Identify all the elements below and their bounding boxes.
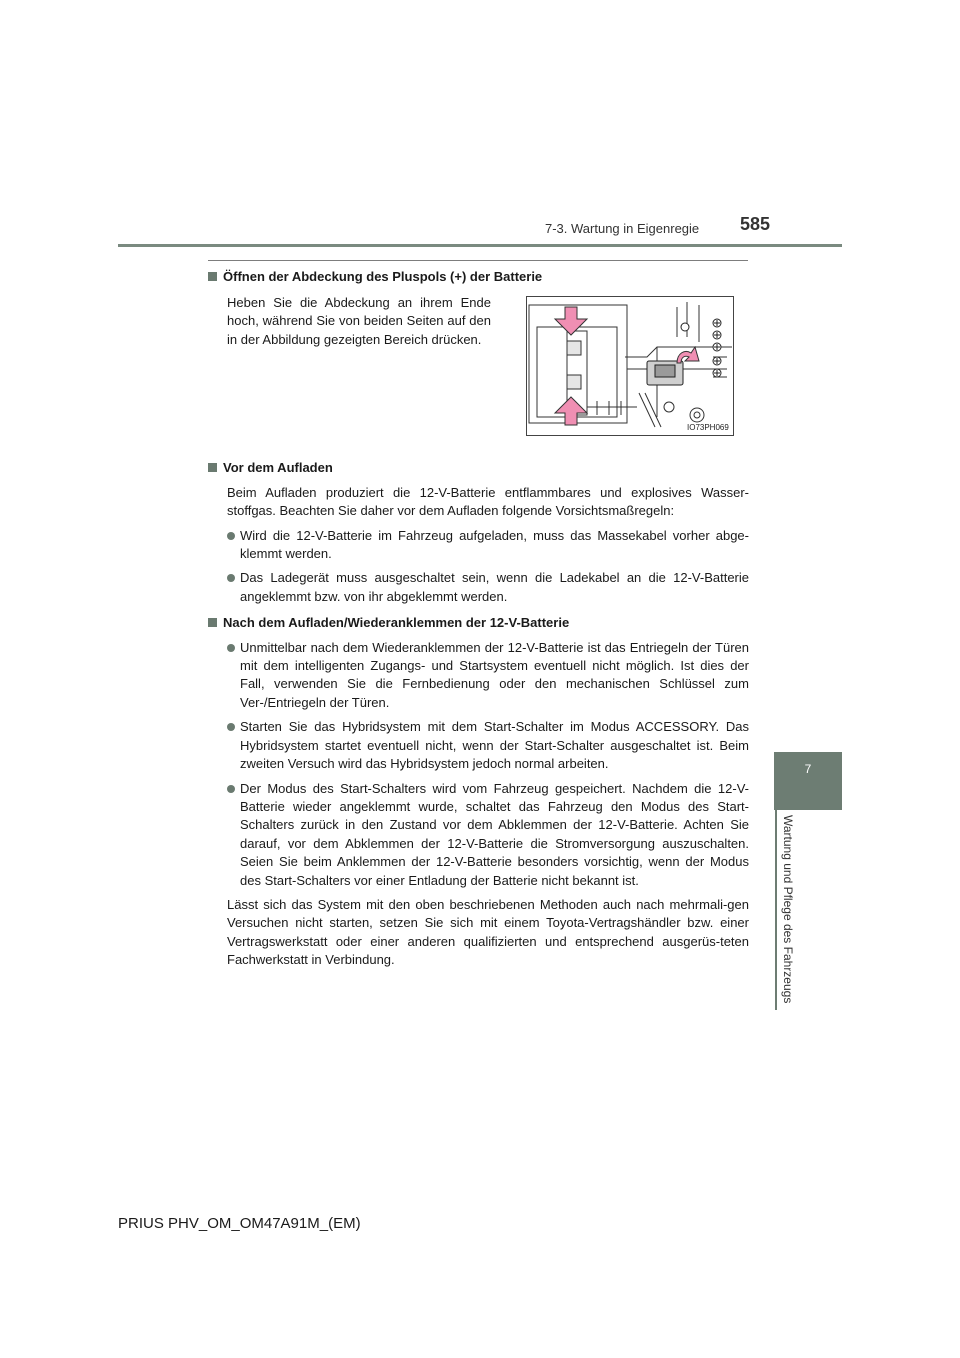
list-item [227,527,749,564]
section-2-heading [208,459,749,477]
round-bullet-icon [227,723,235,731]
list-item-text: Unmittelbar nach dem Wiederanklemmen der 12-V-Batterie ist das Entriegeln der Türen mit dem intelligenten Zugangs- und Startsystem eventuell nicht möglich. Ist dies der Fall, verwenden Sie die Fernbedienung oder den mechanischen Schlüssel zum Ver-/Entriegeln der Türen. [240,639,749,710]
chapter-tab [774,752,842,810]
section-1-text: Heben Sie die Abdeckung an ihrem Ende hoch, während Sie von beiden Seiten auf den in der Abbildung gezeigten Bereich drücken. [227,295,491,347]
list-item [227,780,749,890]
figure-code: IO73PH069 [687,423,729,432]
section-1-heading [208,268,749,286]
chapter-side-label: Wartung und Pflege des Fahrzeugs [781,815,795,1004]
square-bullet-icon [208,618,217,627]
list-item [227,639,749,713]
section-3-closing: Lässt sich das System mit den oben beschriebenen Methoden auch nach mehrmali-gen Versuchen nicht starten, setzen Sie sich mit einem Toyota-Vertragshändler bzw. einer Vertragswerkstatt oder einer anderen qualifizierten und entsprechend ausgerüs-teten Fachwerkstatt in Verbindung. [227,896,749,968]
list-item [227,718,749,773]
section-3-heading-text: Nach dem Aufladen/Wiederanklemmen der 12-V-Batterie [223,615,570,631]
section-2-text: Beim Aufladen produziert die 12-V-Batterie entflammbares und explosives Wasser-stoffgas. Beachten Sie daher vor dem Aufladen folgende Vorsichtsmaßregeln: [227,484,749,519]
page-number: 585 [740,214,771,234]
header-section-title: 7-3. Wartung in Eigenregie [545,221,700,236]
list-item-text: Wird die 12-V-Batterie im Fahrzeug aufgeladen, muss das Massekabel vorher abge-klemmt werden. [240,527,749,562]
round-bullet-icon [227,532,235,540]
list-item [227,569,749,606]
round-bullet-icon [227,644,235,652]
square-bullet-icon [208,463,217,472]
section-1-heading-text: Öffnen der Abdeckung des Pluspols (+) der Batterie [223,269,543,284]
page-content [208,268,749,970]
figure-spacer [208,286,749,459]
list-item-text: Das Ladegerät muss ausgeschaltet sein, wenn die Ladekabel an die 12-V-Batterie angeklemmt bzw. von ihr abgeklemmt werden. [240,570,749,604]
round-bullet-icon [227,574,235,582]
section-rule [208,260,748,261]
chapter-tab-number: 7 [804,762,812,776]
section-3-heading [208,614,749,632]
round-bullet-icon [227,785,235,793]
square-bullet-icon [208,272,217,281]
header-rule [118,244,842,247]
section-2-heading-text: Vor dem Aufladen [223,460,333,476]
footer-doc-id: PRIUS PHV_OM_OM47A91M_(EM) [118,1215,361,1232]
list-item-text: Der Modus des Start-Schalters wird vom Fahrzeug gespeichert. Nachdem die 12-V-Batterie wieder angeklemmt wurde, schaltet das Fahrzeug den Modus des Start-Schalters zurück in den Zustand vor dem Abklemmen der 12-V-Batterie. Achten Sie darauf, vor dem Abklemmen der 12-V-Batterie die Stromversorgung auszuschalten. Seien Sie beim Anklemmen der 12-V-Batterie besonders vorsichtig, wenn der Modus des Start-Schalters vor einer Entladung der Batterie nicht bekannt ist. [240,780,749,888]
list-item-text: Starten Sie das Hybridsystem mit dem Start-Schalter im Modus ACCESSORY. Das Hybridsystem startet eventuell nicht, wenn der Start-Schalter ausgeschaltet ist. Beim zweiten Versuch wird das Hybridsystem jedoch normal arbeiten. [240,719,749,772]
